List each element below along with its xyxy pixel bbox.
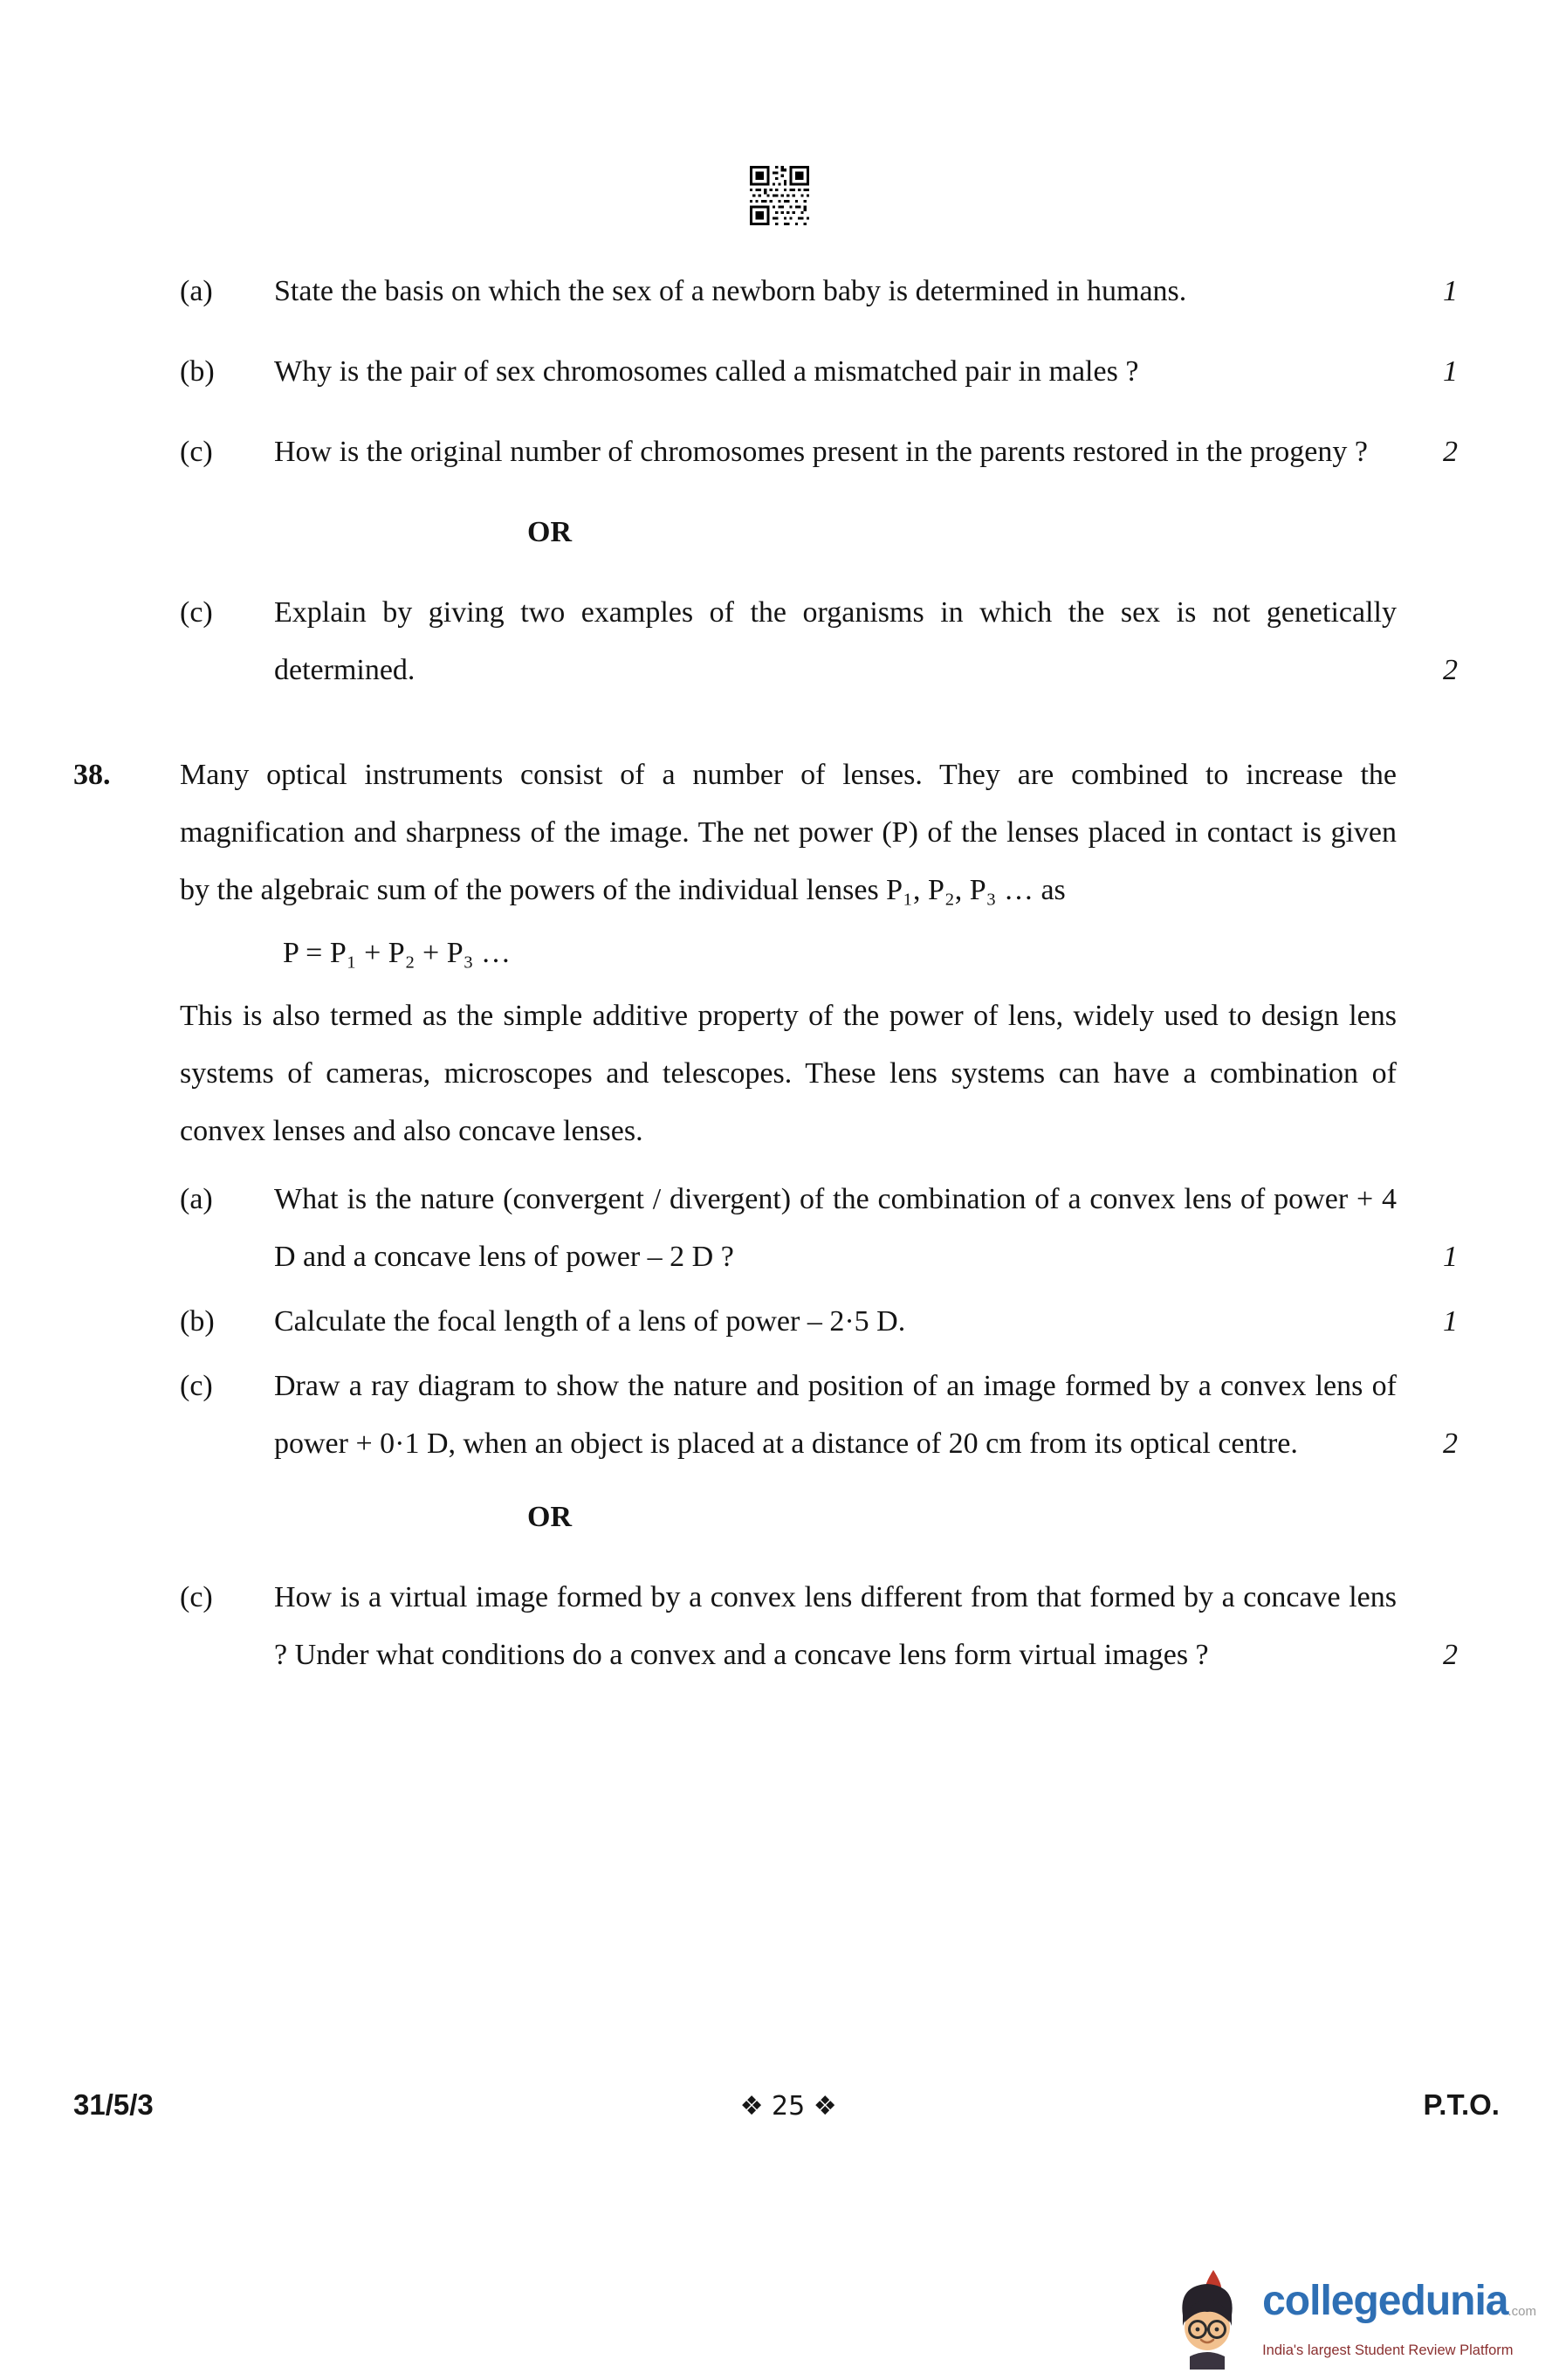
brand-name-row bbox=[1262, 2279, 1536, 2341]
part-text: Explain by giving two examples of the organisms in which the sex is not genetically determined. bbox=[274, 596, 1397, 686]
qr-code-icon bbox=[750, 166, 809, 225]
part-marks: 2 bbox=[1443, 1639, 1458, 1671]
or-separator: OR bbox=[527, 516, 572, 548]
part-marks: 2 bbox=[1443, 436, 1458, 468]
question-part-b bbox=[73, 1293, 1458, 1351]
part-text: How is the original number of chromosomes present in the parents restored in the progeny ? bbox=[274, 436, 1368, 468]
question-37 bbox=[73, 263, 1458, 699]
part-marks: 1 bbox=[1443, 355, 1458, 388]
question-part-c bbox=[73, 1358, 1458, 1473]
power-formula: P = P₁ + P₂ + P₃ … bbox=[283, 937, 511, 969]
or-separator: OR bbox=[527, 1501, 572, 1533]
or-separator-row bbox=[73, 504, 1458, 561]
page-footer bbox=[73, 2087, 1500, 2125]
qr-code-container bbox=[0, 0, 1559, 245]
part-label: (c) bbox=[180, 1370, 213, 1402]
pto-label: P.T.O. bbox=[1423, 2088, 1500, 2121]
question-part-a bbox=[73, 1171, 1458, 1286]
collegedunia-logo bbox=[1163, 2268, 1536, 2370]
part-text: What is the nature (convergent / divergent) of the combination of a convex lens of power + 4 D and a concave lens of power – 2 D ? bbox=[274, 1183, 1397, 1273]
part-label: (c) bbox=[180, 596, 213, 629]
question-number: 38. bbox=[73, 759, 111, 791]
brand-name: collegedunia bbox=[1262, 2277, 1508, 2324]
part-text: Why is the pair of sex chromosomes called a mismatched pair in males ? bbox=[274, 355, 1139, 388]
brand-tagline: India's largest Student Review Platform bbox=[1262, 2342, 1514, 2358]
brand-text-block bbox=[1262, 2279, 1536, 2360]
part-text: Calculate the focal length of a lens of power – 2·5 D. bbox=[274, 1305, 906, 1338]
page-number: ❖ 25 ❖ bbox=[739, 2091, 837, 2122]
paper-code: 31/5/3 bbox=[73, 2088, 154, 2121]
question-part-c-alternative bbox=[73, 1569, 1458, 1684]
or-separator-row bbox=[73, 1489, 1458, 1546]
part-label: (c) bbox=[180, 436, 213, 468]
part-text: State the basis on which the sex of a newborn baby is determined in humans. bbox=[274, 275, 1187, 307]
question-intro-text: Many optical instruments consist of a number of lenses. They are combined to increase the magnification and sharpness of the image. The net power (P) of the lenses placed in contact is given by the algebraic sum of the powers of the individual lenses P₁, P₂, P₃ … as bbox=[180, 759, 1397, 906]
part-marks: 1 bbox=[1443, 1241, 1458, 1273]
question-part-a bbox=[73, 263, 1458, 320]
question-part-c-alternative bbox=[73, 584, 1458, 699]
question-38-intro-row bbox=[73, 746, 1458, 919]
part-label: (b) bbox=[180, 355, 215, 388]
part-marks: 2 bbox=[1443, 1427, 1458, 1460]
part-text: Draw a ray diagram to show the nature and position of an image formed by a convex lens of power + 0·1 D, when an object is placed at a distance of 20 cm from its optical centre. bbox=[274, 1370, 1397, 1460]
part-marks: 2 bbox=[1443, 654, 1458, 686]
part-label: (a) bbox=[180, 275, 213, 307]
question-part-c bbox=[73, 423, 1458, 481]
part-marks: 1 bbox=[1443, 275, 1458, 307]
part-label: (c) bbox=[180, 1581, 213, 1613]
question-38 bbox=[73, 746, 1458, 1684]
questions-content bbox=[73, 263, 1458, 1684]
question-body-text: This is also termed as the simple additive property of the power of lens, widely used to design lens systems of cameras, microscopes and telescopes. These lens systems can have a combination of convex lenses and also concave lenses. bbox=[180, 1000, 1397, 1147]
mascot-icon bbox=[1163, 2268, 1252, 2370]
part-label: (a) bbox=[180, 1183, 213, 1215]
part-label: (b) bbox=[180, 1305, 215, 1338]
question-part-b bbox=[73, 343, 1458, 401]
brand-tld: .com bbox=[1507, 2303, 1536, 2319]
part-text: How is a virtual image formed by a convex lens different from that formed by a concave lens ? Under what conditions do a convex and a concave lens form virtual images ? bbox=[274, 1581, 1397, 1671]
part-marks: 1 bbox=[1443, 1305, 1458, 1338]
